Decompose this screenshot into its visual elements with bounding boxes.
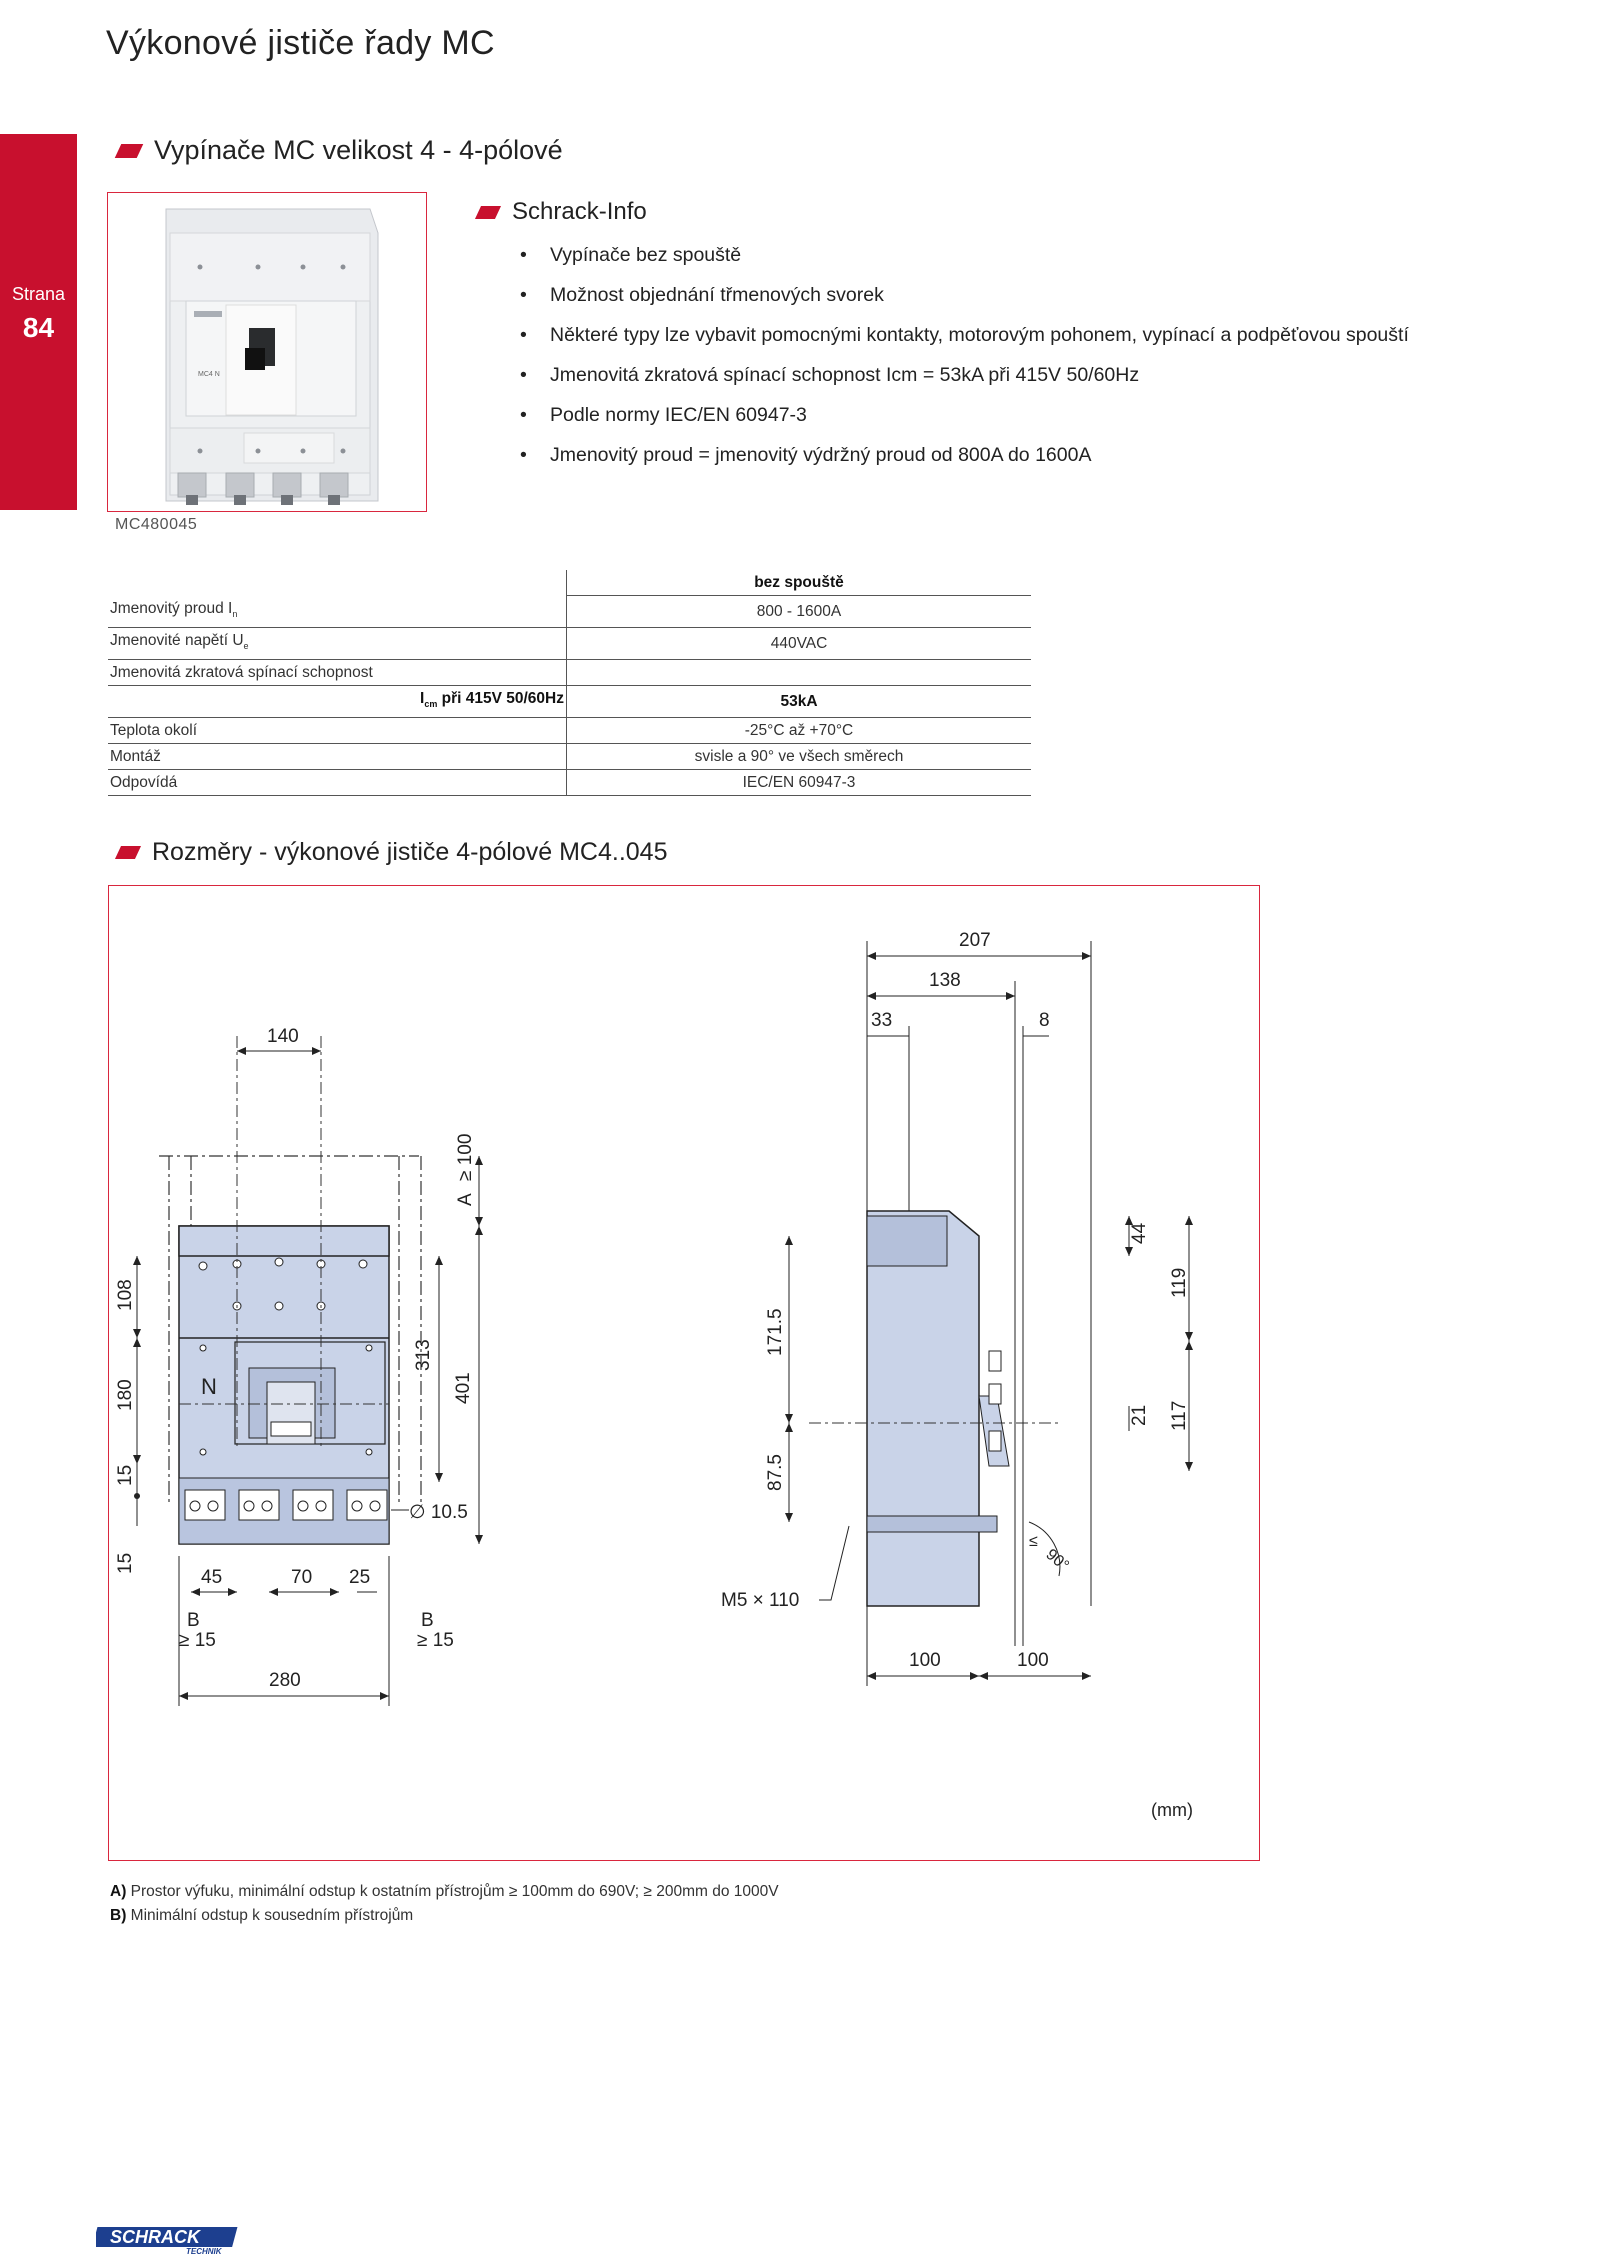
- dim-401: 401: [453, 1372, 474, 1404]
- dim-280: 280: [269, 1670, 301, 1691]
- section-heading-product: [118, 135, 563, 166]
- dim-a-value: ≥ 100: [455, 1133, 476, 1181]
- photo-caption: MC480045: [115, 516, 198, 533]
- front-view: [115, 1026, 479, 1706]
- dim-15-bottom: 15: [115, 1552, 136, 1574]
- table-row-label: Jmenovité napětí $U_e$: [108, 627, 567, 659]
- table-row-label: Jmenovitý proud $I_n$: [108, 596, 567, 628]
- dim-171-5: 171.5: [765, 1308, 786, 1356]
- page-number-label: Strana: [11, 284, 66, 304]
- info-bullet: • Vypínače bez spouště: [520, 240, 1409, 280]
- label-pole-n: N: [201, 1374, 217, 1399]
- table-row: [108, 743, 1031, 769]
- info-bullet: • Možnost objednání třmenových svorek: [520, 280, 1409, 320]
- schrack-logo: [96, 2225, 246, 2260]
- side-view: [721, 930, 1190, 1686]
- dim-33: 33: [871, 1010, 893, 1031]
- table-row-label: Jmenovitá zkratová spínací schopnost: [108, 659, 567, 685]
- dim-screw: M5 × 110: [721, 1590, 800, 1611]
- dim-b-left: B: [187, 1610, 200, 1631]
- dim-hole: ∅ 10.5: [409, 1502, 468, 1523]
- dim-21: 21: [1129, 1404, 1150, 1426]
- dim-angle-le: ≤: [1029, 1533, 1038, 1550]
- section-marker-icon: [115, 846, 141, 859]
- dim-8: 8: [1039, 1010, 1050, 1031]
- dimension-drawing: [109, 886, 1259, 1860]
- table-header-row: [108, 570, 1031, 596]
- table-row: [108, 717, 1031, 743]
- dim-b-right-value: ≥ 15: [417, 1630, 454, 1651]
- dim-140: 140: [267, 1026, 299, 1047]
- dim-180: 180: [115, 1379, 136, 1411]
- logo-tagline: TECHNIK: [186, 2247, 222, 2255]
- table-row-label: Montáž: [108, 743, 567, 769]
- unit-label: (mm): [1151, 1800, 1193, 1820]
- table-row-label: Odpovídá: [108, 769, 567, 795]
- page-number-tab: [0, 134, 77, 510]
- info-bullet: • Jmenovitý proud = jmenovitý výdržný proud od 800A do 1600A: [520, 440, 1409, 480]
- dim-70: 70: [291, 1567, 313, 1588]
- dim-b-left-value: ≥ 15: [179, 1630, 216, 1651]
- table-row-value: IEC/EN 60947-3: [567, 769, 1032, 795]
- dim-b-right: B: [421, 1610, 434, 1631]
- table-row: [108, 769, 1031, 795]
- info-bullet: • Některé typy lze vybavit pomocnými kontakty, motorovým pohonem, vypínací a podpěťovou spouští: [520, 320, 1409, 360]
- dim-44: 44: [1129, 1222, 1150, 1244]
- dim-25: 25: [349, 1567, 371, 1588]
- table-row: [108, 627, 1031, 659]
- table-row-value: 53kA: [567, 685, 1032, 717]
- spec-table: [108, 570, 1031, 796]
- dim-313: 313: [413, 1339, 434, 1371]
- dim-207: 207: [959, 930, 991, 951]
- dim-45: 45: [201, 1567, 223, 1588]
- dim-119: 119: [1169, 1267, 1190, 1298]
- section-marker-icon: [115, 144, 144, 158]
- info-bullet: • Podle normy IEC/EN 60947-3: [520, 400, 1409, 440]
- table-row: [108, 596, 1031, 628]
- table-column-header: bez spouště: [567, 570, 1032, 596]
- dim-100-left: 100: [909, 1650, 941, 1671]
- logo-name: SCHRACK: [110, 2227, 200, 2247]
- section-heading-dimensions: [118, 838, 667, 867]
- table-row-value: 800 - 1600A: [567, 596, 1032, 628]
- schrack-info-heading-text: Schrack-Info: [512, 198, 647, 225]
- info-bullet: • Jmenovitá zkratová spínací schopnost Icm = 53kA při 415V 50/60Hz: [520, 360, 1409, 400]
- dim-15-top: 15: [115, 1464, 136, 1486]
- svg-text:MC4 N: MC4 N: [198, 371, 220, 378]
- product-photo-frame: [107, 192, 427, 512]
- dim-117: 117: [1169, 1400, 1190, 1431]
- breaker-photo: [108, 193, 426, 511]
- schrack-info-list: [520, 240, 1409, 480]
- section-heading-dimensions-text: Rozměry - výkonové jističe 4-pólové MC4..045: [152, 838, 668, 866]
- table-row: [108, 659, 1031, 685]
- footnotes: [110, 1880, 779, 1928]
- dim-138: 138: [929, 970, 961, 991]
- page-title: Výkonové jističe řady MC: [106, 24, 495, 62]
- dim-108: 108: [115, 1279, 136, 1311]
- dim-angle: 90°: [1042, 1546, 1072, 1575]
- table-row-label: Teplota okolí: [108, 717, 567, 743]
- schrack-info-heading: [478, 198, 647, 226]
- dimension-drawing-frame: [108, 885, 1260, 1861]
- dim-a-label: A: [455, 1193, 476, 1206]
- section-marker-icon: [475, 206, 501, 219]
- table-row: [108, 685, 1031, 717]
- table-row-value: 440VAC: [567, 627, 1032, 659]
- dim-87-5: 87.5: [765, 1454, 786, 1491]
- footnote-b: B) Minimální odstup k sousedním přístrojům: [110, 1907, 414, 1924]
- table-row-value: -25°C až +70°C: [567, 717, 1032, 743]
- page-number: 84: [22, 312, 55, 343]
- table-row-value: [567, 659, 1032, 685]
- table-row-label: $I_{cm}$ při 415V 50/60Hz: [108, 685, 567, 717]
- dim-100-right: 100: [1017, 1650, 1049, 1671]
- section-heading-product-text: Vypínače MC velikost 4 - 4-pólové: [154, 135, 563, 165]
- footnote-a: A) Prostor výfuku, minimální odstup k ostatním přístrojům ≥ 100mm do 690V; ≥ 200mm do 1000V: [110, 1883, 779, 1900]
- table-row-value: svisle a 90° ve všech směrech: [567, 743, 1032, 769]
